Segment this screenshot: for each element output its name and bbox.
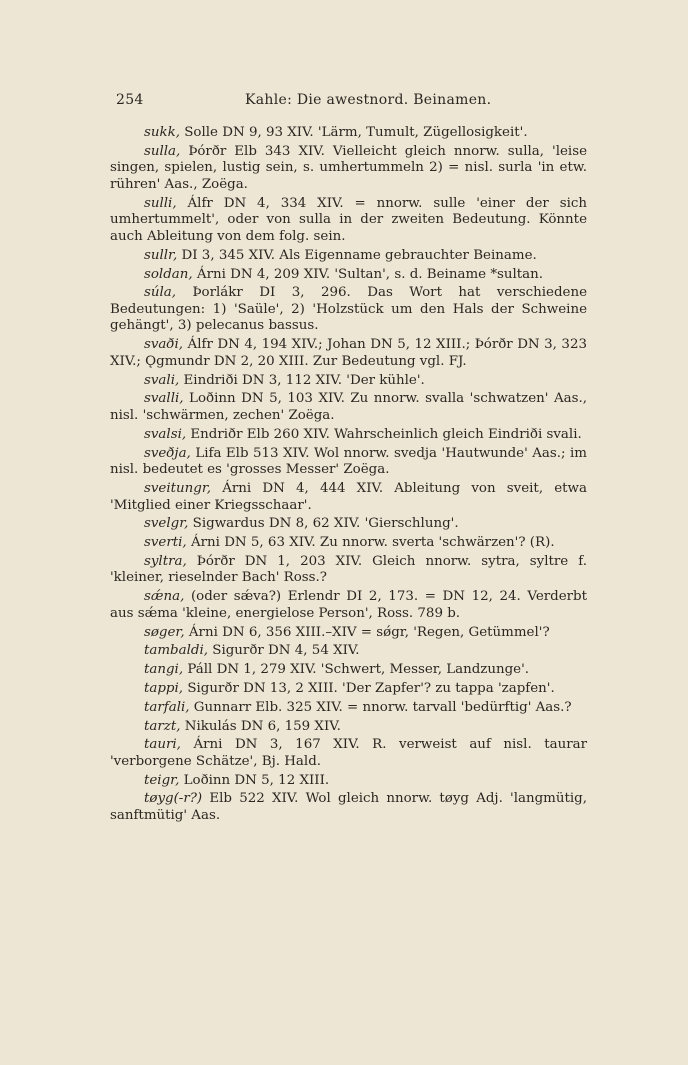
- entry-syltra: [110, 554, 587, 587]
- entry-text: (oder sǽva?) Erlendr DI 2, 173. = DN 12, 24. Verderbt aus sǽma 'kleine, energielose Person', Ross. 789 b.: [110, 589, 587, 621]
- entry-headword: sukk,: [144, 125, 180, 140]
- entry-svedja: [110, 446, 587, 479]
- entry-headword: tarfali,: [144, 699, 190, 715]
- entry-text: Þórðr DN 1, 203 XIV. Gleich nnorw. sytra, syltre f. 'kleiner, rieselnder Bach' Ross.?: [110, 553, 587, 586]
- entry-svalsi: [110, 427, 587, 444]
- entry-headword: teigr,: [144, 772, 180, 788]
- entry-tarfali: [110, 700, 587, 717]
- entry-text: Páll DN 1, 279 XIV. 'Schwert, Messer, Landzunge'.: [187, 662, 530, 678]
- running-title: Kahle: Die awestnord. Beinamen.: [245, 92, 492, 108]
- entry-headword: sulli,: [144, 195, 177, 211]
- entry-text: Loðinn DN 5, 103 XIV. Zu nnorw. svalla 'schwatzen' Aas., nisl. 'schwärmen, zechen' Zoëga.: [110, 391, 587, 423]
- entry-text: Árni DN 4, 444 XIV. Ableitung von sveit, etwa 'Mitglied einer Kriegsschaar'.: [110, 480, 587, 513]
- entry-sulli: [110, 196, 587, 246]
- entry-text: Endriðr Elb 260 XIV. Wahrscheinlich gleich Eindriði svali.: [190, 426, 582, 442]
- entry-text: Álfr DN 4, 334 XIV. = nnorw. sulle 'einer der sich umhertummelt', oder von sulla in der zweiten Bedeutung. Könnte auch Ableitung von dem folg. sein.: [110, 195, 587, 244]
- entry-headword: svalli,: [144, 391, 184, 407]
- entry-headword: sverti,: [144, 535, 187, 551]
- entry-headword: sveitungr,: [144, 480, 212, 496]
- entry-headword: sveðja,: [144, 445, 191, 461]
- entry-text: Eindriði DN 3, 112 XIV. 'Der kühle'.: [183, 372, 425, 388]
- entry-saena: [110, 589, 587, 622]
- entry-text: Sigurðr DN 13, 2 XIII. 'Der Zapfer'? zu tappa 'zapfen'.: [187, 680, 555, 696]
- dictionary-entries: [110, 125, 587, 827]
- entry-text: Gunnarr Elb. 325 XIV. = nnorw. tarvall 'bedürftig' Aas.?: [193, 699, 572, 715]
- entry-text: Elb 522 XIV. Wol gleich nnorw. tøyg Adj. 'langmütig, sanftmütig' Aas.: [110, 791, 588, 824]
- entry-text: Árni DN 4, 209 XIV. 'Sultan', s. d. Beiname *sultan.: [196, 266, 544, 282]
- entry-sukk: [110, 125, 587, 142]
- entry-tangi: [110, 662, 587, 679]
- entry-headword: syltra,: [144, 553, 187, 569]
- entry-text: Loðinn DN 5, 12 XIII.: [183, 772, 330, 788]
- entry-text: Sigurðr DN 4, 54 XIV.: [212, 643, 360, 659]
- entry-soldan: [110, 267, 587, 284]
- entry-headword: tarzt,: [144, 718, 181, 734]
- entry-text: Árni DN 5, 63 XIV. Zu nnorw. sverta 'schwärzen'? (R).: [190, 535, 555, 551]
- entry-headword: sǽna,: [144, 589, 185, 605]
- entry-text: Álfr DN 4, 194 XIV.; Johan DN 5, 12 XIII.; Þórðr DN 3, 323 XIV.; Ǫgmundr DN 2, 20 XIII. Zur Bedeutung vgl. FJ.: [110, 337, 587, 369]
- entry-sverti: [110, 535, 587, 552]
- entry-headword: sulla,: [144, 143, 181, 159]
- entry-text: Sigwardus DN 8, 62 XIV. 'Gierschlung'.: [192, 516, 459, 532]
- entry-text: Árni DN 6, 356 XIII.–XIV = sǿgr, 'Regen, Getümmel'?: [188, 624, 550, 640]
- entry-tauri: [110, 737, 587, 770]
- entry-svalli: [110, 391, 587, 424]
- entry-headword: svali,: [144, 372, 180, 388]
- entry-headword: svelgr,: [144, 516, 189, 532]
- entry-teigr: [110, 773, 587, 790]
- entry-headword: svalsi,: [144, 426, 187, 442]
- entry-text: Þórðr Elb 343 XIV. Vielleicht gleich nnorw. sulla, 'leise singen, spielen, lustig sein, s. umhertummeln 2) = nisl. surla 'in etw. rühren' Aas., Zoëga.: [110, 143, 587, 192]
- page-number: 254: [116, 92, 144, 108]
- entry-headword: sullr,: [144, 247, 178, 263]
- entry-tappi: [110, 681, 587, 698]
- entry-tarzt: [110, 719, 587, 736]
- entry-headword: tappi,: [144, 680, 184, 696]
- entry-sulla: [110, 144, 587, 194]
- entry-headword: soldan,: [144, 266, 193, 282]
- entry-sula: [110, 285, 587, 335]
- entry-toyg: [110, 791, 587, 824]
- entry-text: Nikulás DN 6, 159 XIV.: [184, 718, 341, 734]
- entry-headword: tauri,: [144, 737, 181, 753]
- entry-text: Þorlákr DI 3, 296. Das Wort hat verschiedene Bedeutungen: 1) 'Saüle', 2) 'Holzstück um den Hals der Schweine gehängt', 3) pelecanus bassus.: [110, 285, 588, 334]
- entry-sullr: [110, 248, 587, 265]
- entry-headword: súla,: [144, 285, 177, 301]
- entry-text: DI 3, 345 XIV. Als Eigenname gebrauchter Beiname.: [181, 247, 537, 263]
- entry-text: Árni DN 3, 167 XIV. R. verweist auf nisl. taurar 'verborgene Schätze', Bj. Hald.: [110, 737, 587, 769]
- entry-headword: tøyg(-r?): [144, 791, 203, 807]
- entry-svadi: [110, 337, 587, 370]
- entry-headword: tangi,: [144, 662, 184, 678]
- entry-svali: [110, 373, 587, 390]
- entry-headword: søger,: [144, 624, 185, 640]
- entry-text: Lifa Elb 513 XIV. Wol nnorw. svedja 'Hautwunde' Aas.; im nisl. bedeutet es 'grosses Messer' Zoëga.: [110, 445, 587, 478]
- entry-soger: [110, 625, 587, 642]
- entry-svelgr: [110, 516, 587, 533]
- entry-headword: tambaldi,: [144, 643, 209, 659]
- entry-sveitungr: [110, 481, 587, 514]
- entry-text: Solle DN 9, 93 XIV. 'Lärm, Tumult, Zügellosigkeit'.: [184, 125, 528, 140]
- entry-headword: svaði,: [144, 337, 184, 353]
- entry-tambaldi: [110, 643, 587, 660]
